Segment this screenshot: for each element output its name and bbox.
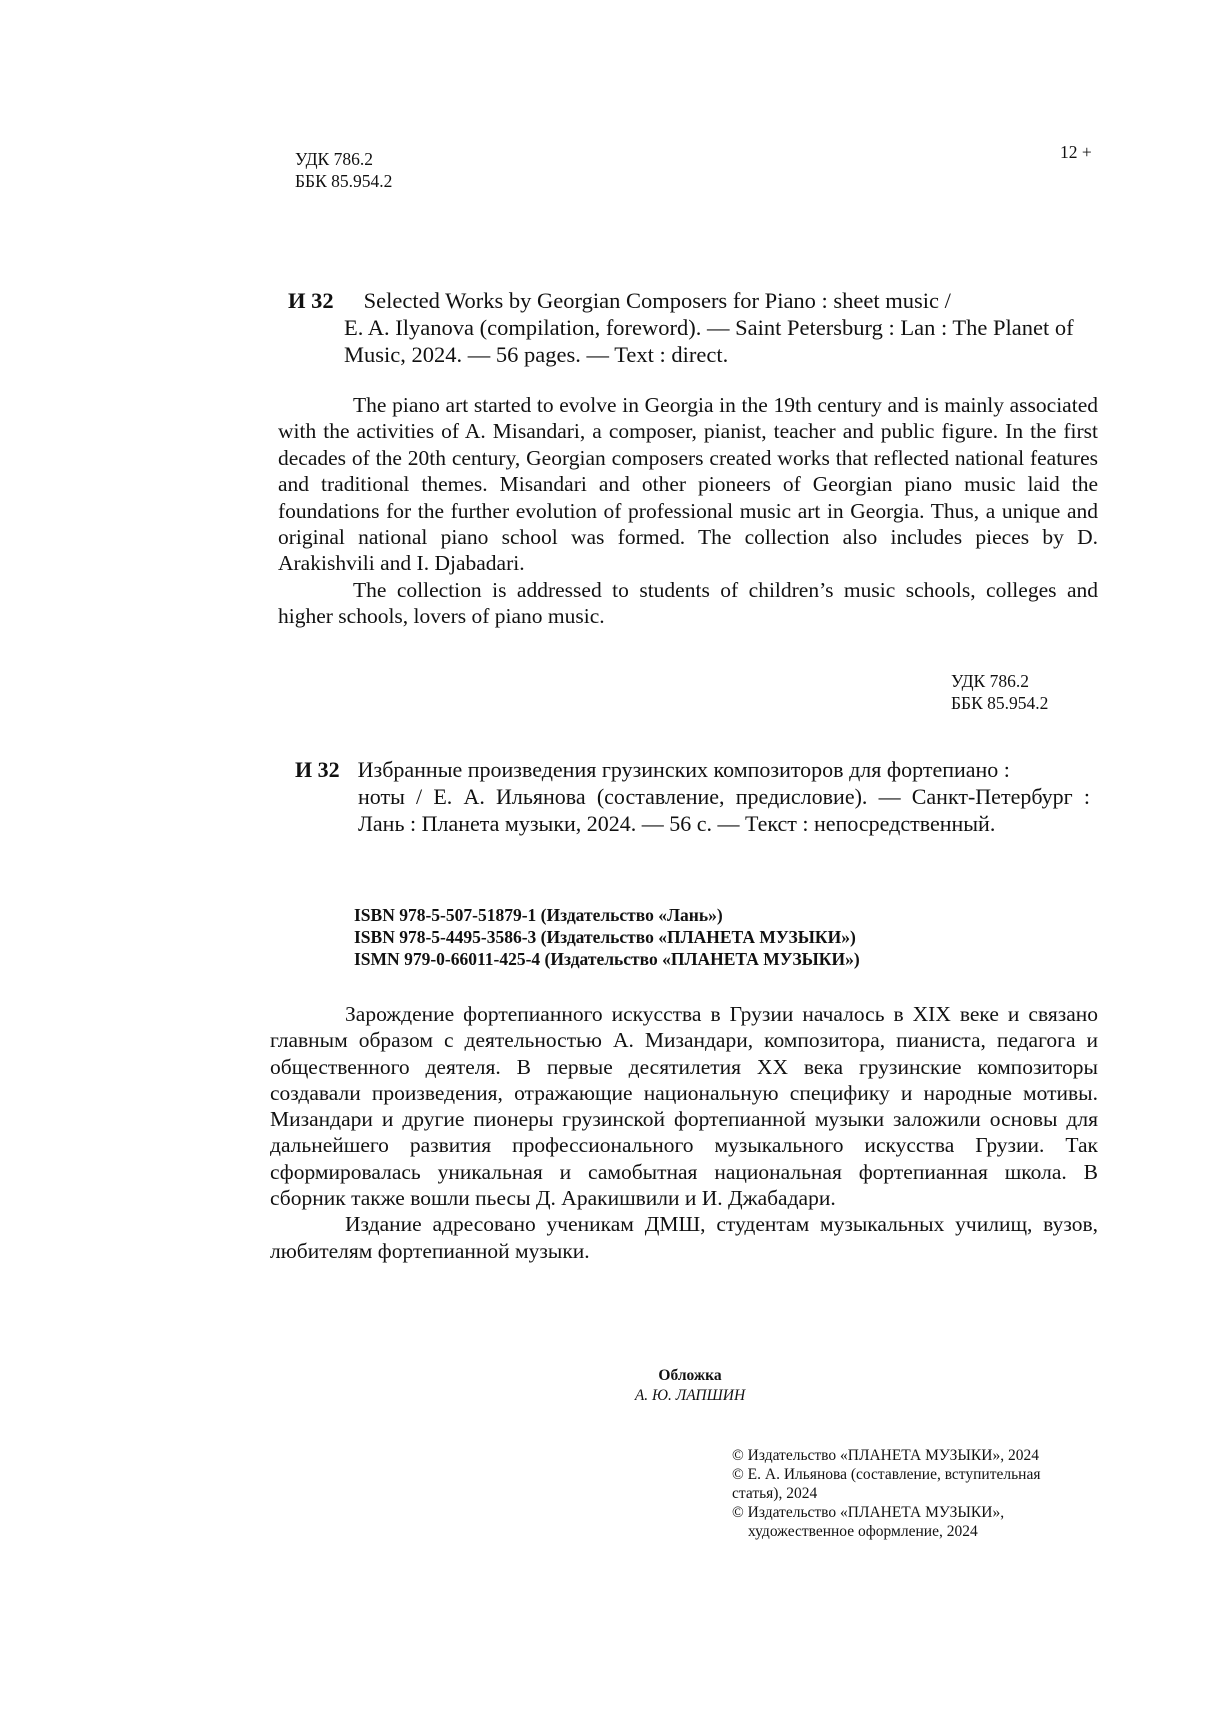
english-abstract xyxy=(278,392,1098,630)
copyright-line: © Е. А. Ильянова (составление, вступительная статья), 2024 xyxy=(732,1466,1041,1502)
isbn-line: ISBN 978-5-507-51879-1 (Издательство «Лань») xyxy=(354,905,723,925)
copyright-block xyxy=(732,1446,1092,1541)
entry-title: Избранные произведения грузинских композиторов для фортепиано : xyxy=(357,757,1010,782)
bbk-code: ББК 85.954.2 xyxy=(295,171,393,191)
top-classification-codes xyxy=(295,148,392,192)
mid-classification-codes xyxy=(951,670,1048,714)
copyright-line: © Издательство «ПЛАНЕТА МУЗЫКИ», xyxy=(732,1504,1005,1521)
udk-code: УДК 786.2 xyxy=(295,149,373,169)
abstract-paragraph: The piano art started to evolve in Georgia in the 19th century and is mainly associated with the activities of A. Misandari, a composer, pianist, teacher and public figure. In the first decades of the 20th century, Georgian composers created works that reflected national features and traditional themes. Misandari and other pioneers of Georgian piano music laid the foundations for the further evolution of professional music art in Georgia. Thus, a unique and original national piano school was formed. The collection also includes pieces by D. Arakishvili and I. Djabadari. xyxy=(278,393,1098,576)
abstract-paragraph: Издание адресовано ученикам ДМШ, студентам музыкальных училищ, вузов, любителям фортепианной музыки. xyxy=(270,1212,1098,1263)
cover-label: Обложка xyxy=(658,1367,722,1384)
abstract-paragraph: Зарождение фортепианного искусства в Грузии началось в XIX веке и связано главным образом с деятельностью А. Мизандари, композитора, пианиста, педагога и общественного деятеля. В первые десятилетия XX века грузинские композиторы создавали произведения, отражающие национальную специфику и народные мотивы. Мизандари и другие пионеры грузинской фортепианной музыки заложили основы для дальнейшего развития профессионального музыкального искусства Грузии. Так сформировалась уникальная и самобытная национальная фортепианная школа. В сборник также вошли пьесы Д. Аракишвили и И. Джабадари. xyxy=(270,1002,1098,1211)
entry-body: E. A. Ilyanova (compilation, foreword). — Saint Petersburg : Lan : The Planet of Music, 2024. — 56 pages. — Text : direct. xyxy=(344,315,1074,367)
english-catalog-entry xyxy=(288,287,1098,368)
cover-artist: А. Ю. ЛАПШИН xyxy=(634,1387,746,1404)
copyright-line: © Издательство «ПЛАНЕТА МУЗЫКИ», 2024 xyxy=(732,1447,1039,1464)
isbn-line: ISBN 978-5-4495-3586-3 (Издательство «ПЛАНЕТА МУЗЫКИ») xyxy=(354,927,856,947)
catalog-code: И 32 xyxy=(288,288,334,313)
isbn-block xyxy=(354,904,860,970)
catalog-code: И 32 xyxy=(295,757,340,782)
udk-code: УДК 786.2 xyxy=(951,671,1029,691)
copyright-line: художественное оформление, 2024 xyxy=(748,1523,978,1540)
russian-catalog-entry xyxy=(295,756,1090,837)
age-rating: 12 + xyxy=(1060,142,1092,162)
abstract-paragraph: The collection is addressed to students of children’s music schools, colleges and higher schools, lovers of piano music. xyxy=(278,577,1098,629)
bbk-code: ББК 85.954.2 xyxy=(951,693,1049,713)
cover-credit xyxy=(560,1366,820,1406)
entry-title: Selected Works by Georgian Composers for Piano : sheet music / xyxy=(363,288,951,313)
russian-abstract xyxy=(270,1001,1098,1264)
ismn-line: ISMN 979-0-66011-425-4 (Издательство «ПЛАНЕТА МУЗЫКИ») xyxy=(354,949,860,969)
entry-body: ноты / Е. А. Ильянова (составление, предисловие). — Санкт-Петербург : Лань : Планета музыки, 2024. — 56 с. — Текст : непосредственный. xyxy=(358,784,1090,836)
